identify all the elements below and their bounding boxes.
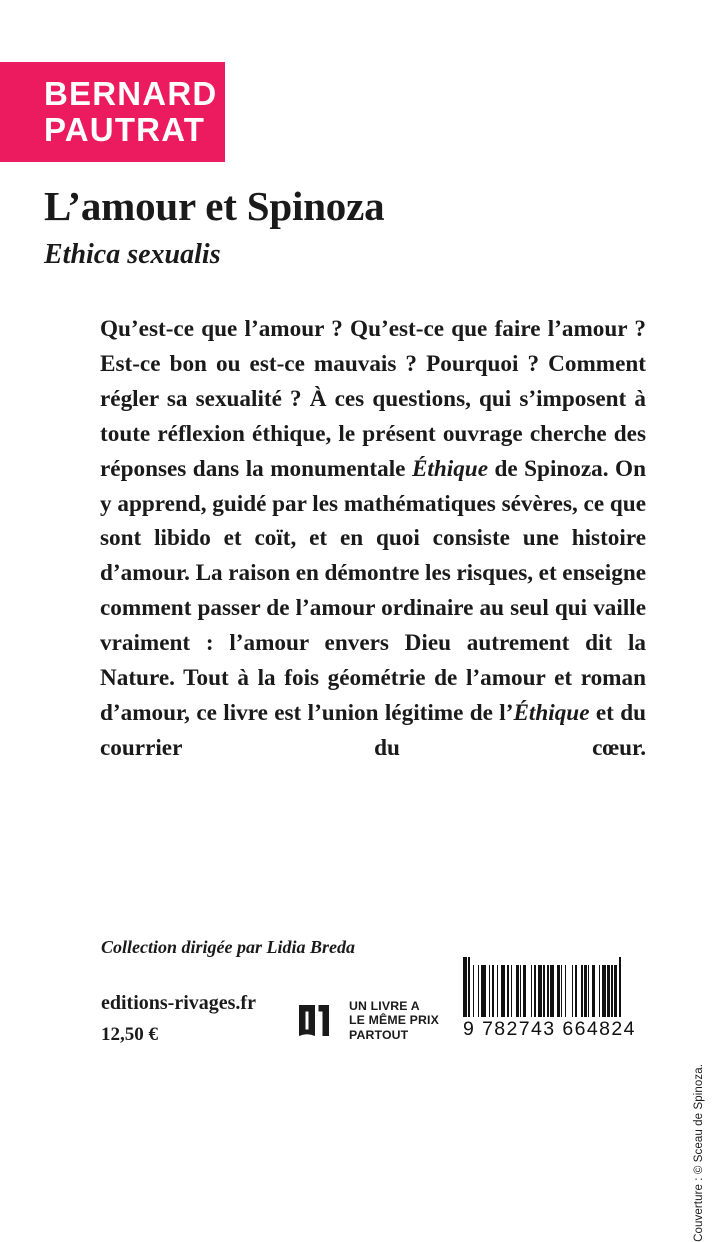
author-banner [0,62,225,162]
same-price-logo-text [349,999,439,1043]
book-subtitle: Ethica sexualis [44,239,221,270]
book-title: L’amour et Spinoza [44,183,385,229]
title-block [44,183,664,272]
price-label: 12,50 € [101,1024,158,1045]
blurb-italic-ethique-2: Éthique [513,699,590,726]
isbn-barcode [463,957,636,1040]
author-first-name: BERNARD [44,75,218,112]
publisher-website[interactable]: editions-rivages.fr [101,992,256,1014]
same-price-line-2: LE MÊME PRIX [349,1013,439,1028]
barcode-digits: 9 782743 664824 [463,1018,636,1040]
open-book-icon [296,996,340,1045]
blurb-part-3: et du courrier du cœur. [100,699,647,761]
author-last-name: PAUTRAT [44,111,206,148]
publisher-block [101,990,256,1048]
same-price-logo [296,996,439,1045]
back-cover-blurb [100,312,646,766]
blurb-italic-ethique-1: Éthique [411,455,488,482]
cover-credit: Couverture : © Sceau de Spinoza. [693,1064,705,1242]
same-price-line-3: PARTOUT [349,1027,409,1042]
barcode-bars [463,957,625,1017]
same-price-line-1: UN LIVRE A [349,998,420,1013]
blurb-part-2: de Spinoza. On y apprend, guidé par les mathématiques sévères, ce que sont libido et coït, et en quoi consiste une histoire d’amour. La raison en démontre les risques, et enseigne comment passer de l’amour ordinaire au seul qui vaille vraiment : l’amour envers Dieu autrement dit la Nature. Tout à la fois géométrie de l’amour et roman d’amour, ce livre est l’union légitime de l’ [100,455,646,726]
collection-editor-line: Collection dirigée par Lidia Breda [101,937,355,957]
blurb-part-1: Qu’est-ce que l’amour ? Qu’est-ce que faire l’amour ? Est-ce bon ou est-ce mauvais ? Pourquoi ? Comment régler sa sexualité ? À ces questions, qui s’imposent à toute réflexion éthique, le présent ouvrage cherche des réponses dans la monumentale [100,316,646,482]
